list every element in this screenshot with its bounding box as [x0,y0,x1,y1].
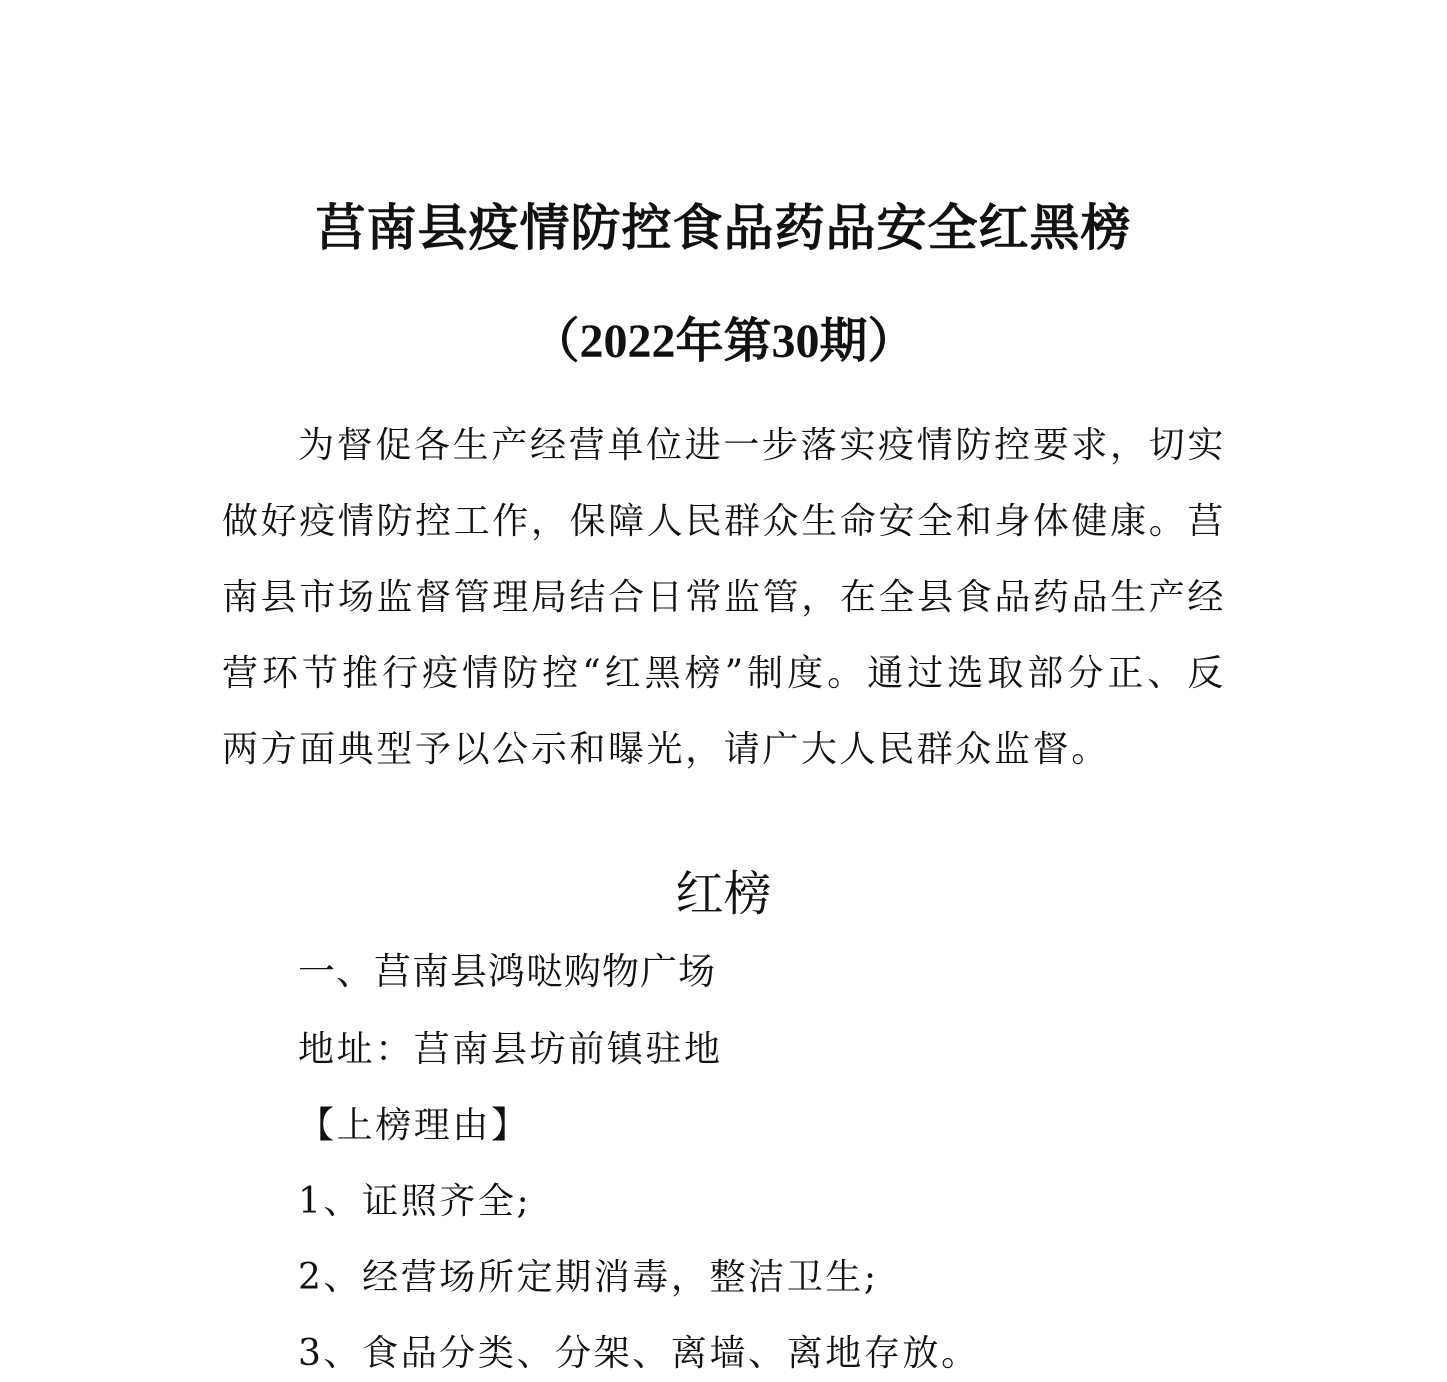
entry-reason-label: 【上榜理由】 [298,1105,530,1146]
entry-reason-item: 1、证照齐全; [298,1181,532,1222]
intro-paragraph: 为督促各生产经营单位进一步落实疫情防控要求，切实做好疫情防控工作，保障人民群众生命安全和身体健康。莒南县市场监督管理局结合日常监管，在全县食品药品生产经营环节推行疫情防控“红黑榜”制度。通过选取部分正、反两方面典型予以公示和曝光，请广大人民群众监督。 [222,425,1226,770]
entry-reason-item: 2、经营场所定期消毒，整洁卫生; [298,1257,879,1298]
document-title: 莒南县疫情防控食品药品安全红黑榜 [315,198,1132,257]
entry-name: 一、莒南县鸿哒购物广场 [298,950,716,993]
document-issue-subtitle: （2022年第30期） [531,315,916,368]
red-list-heading: 红榜 [675,866,772,922]
entry-reason-item: 3、食品分类、分架、离墙、离地存放。 [298,1333,980,1374]
entry-address: 地址：莒南县坊前镇驻地 [298,1029,723,1070]
